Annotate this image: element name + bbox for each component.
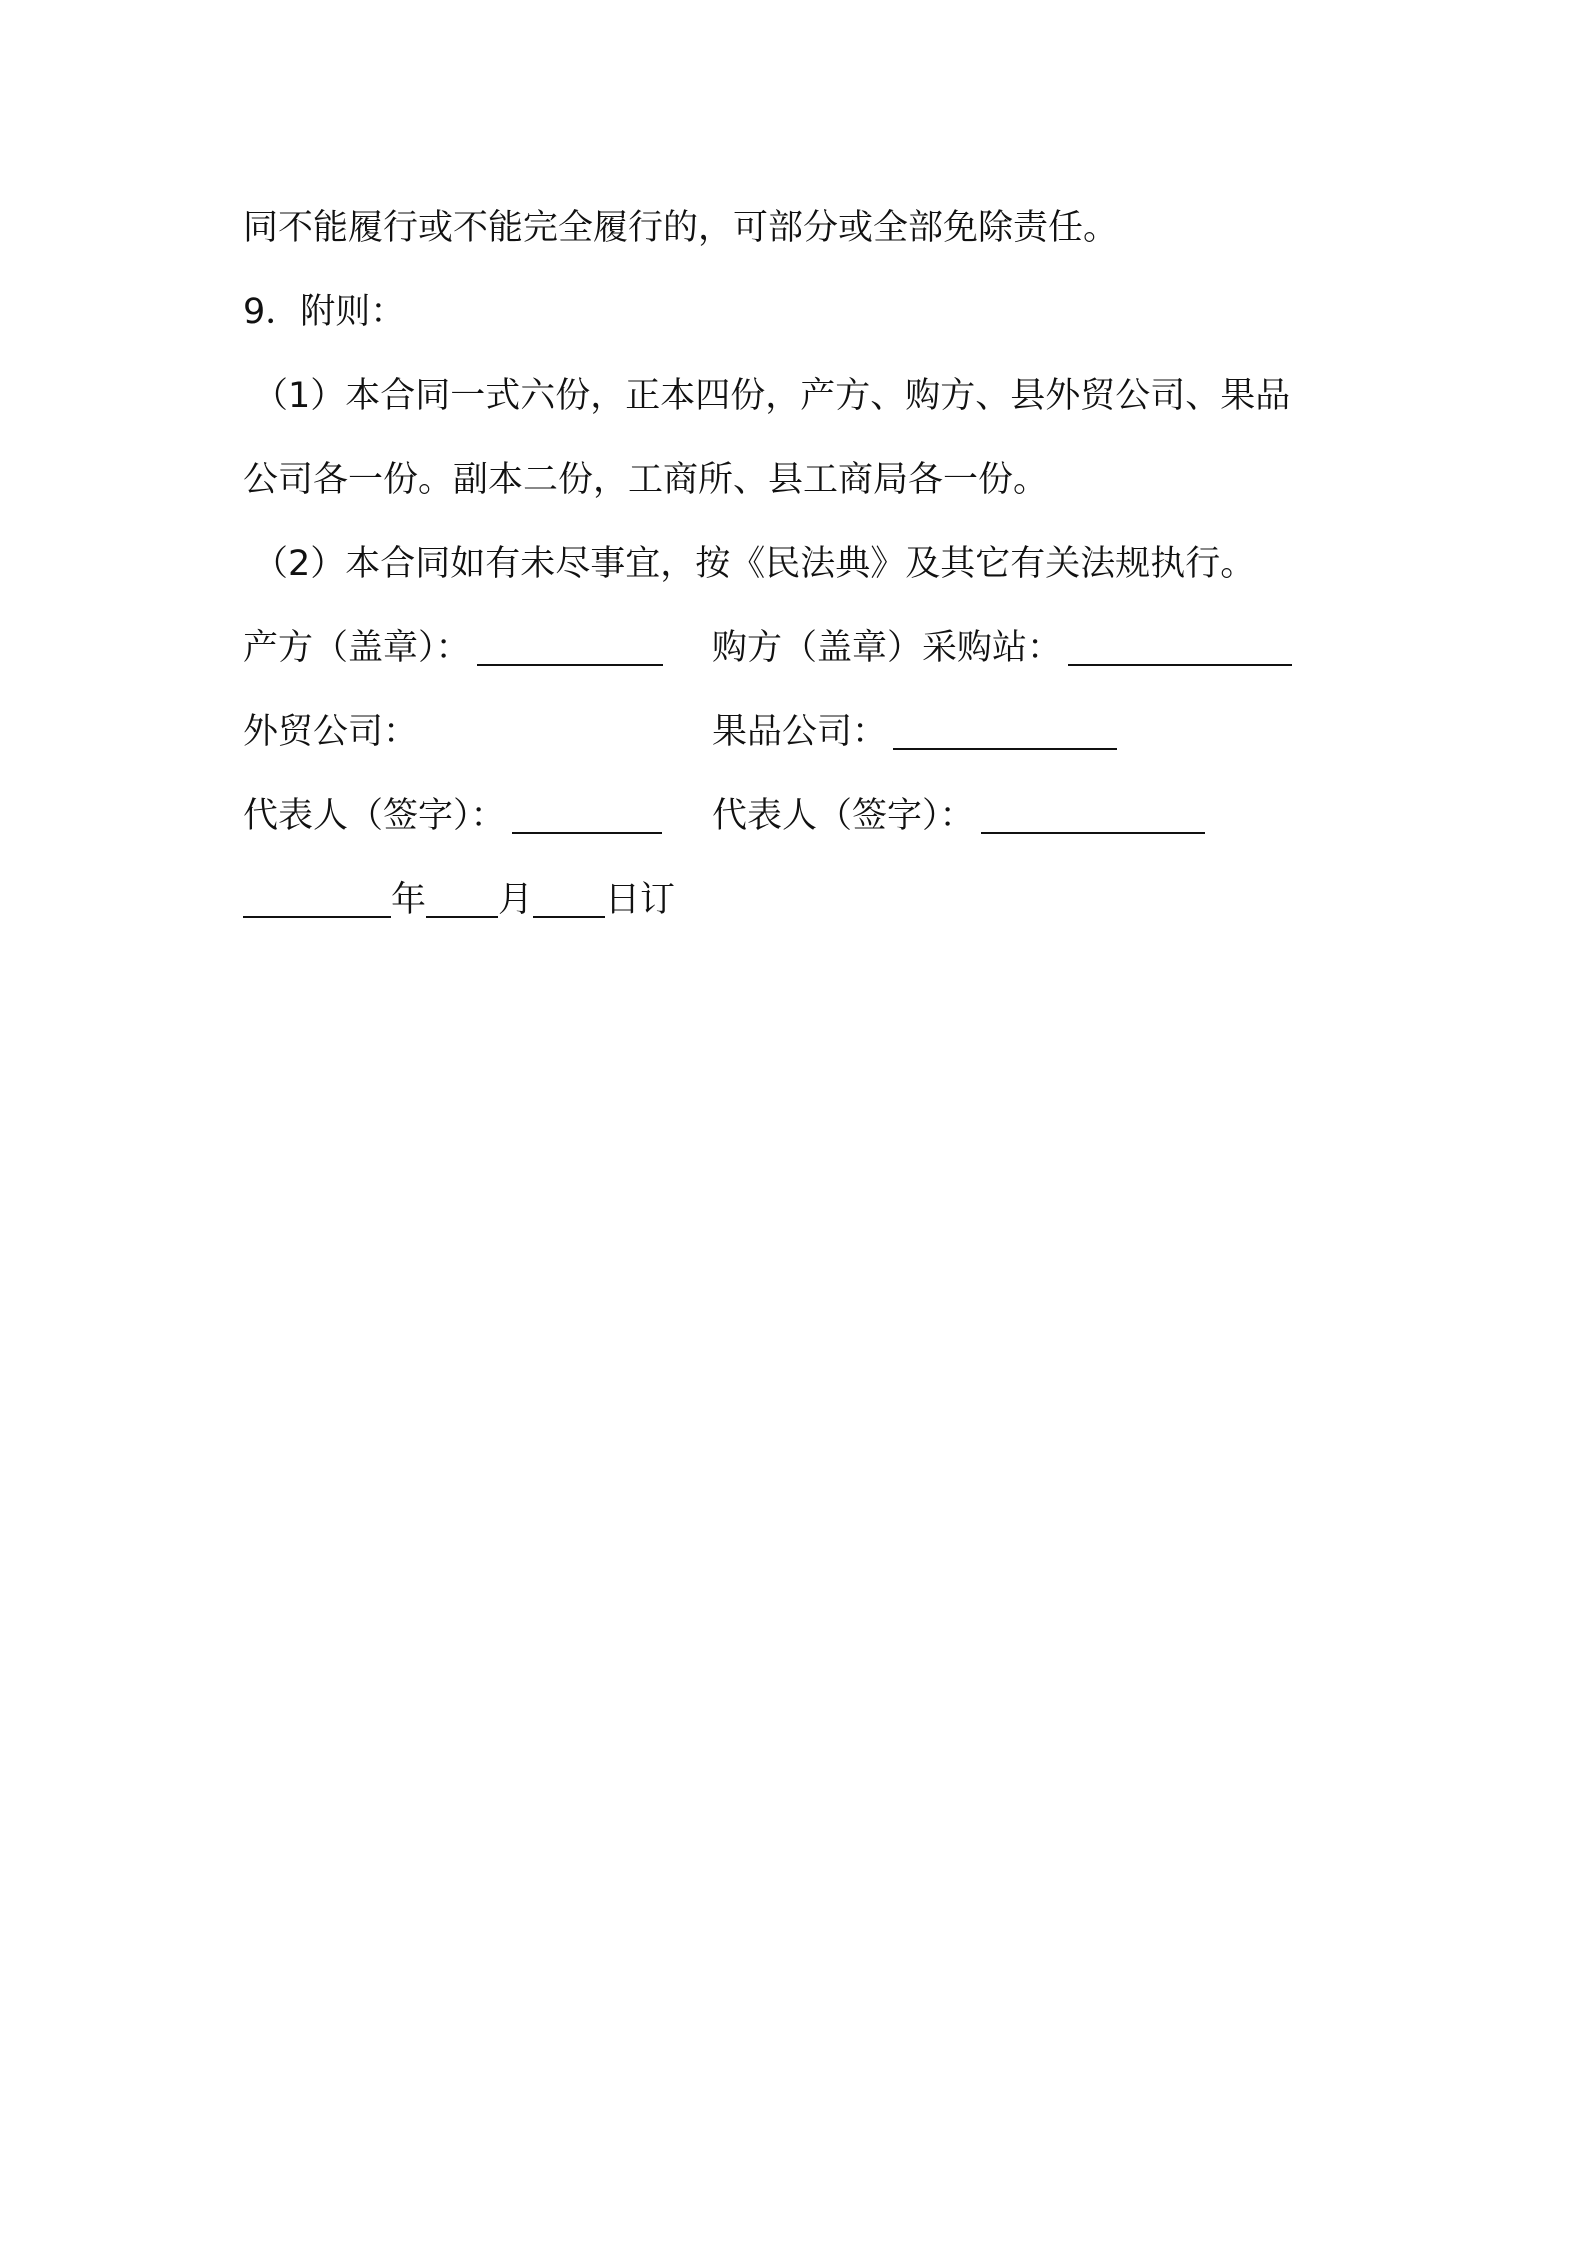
paragraph-continuation: 同不能履行或不能完全履行的，可部分或全部免除责任。 [243,208,1119,248]
date-line [243,876,675,924]
section-heading: 9．附则： [243,292,406,332]
rep-left-blank[interactable] [512,796,662,834]
foreign-trade-label: 外贸公司： [243,712,419,752]
clause-1-line-1: （1）本合同一式六份，正本四份，产方、购方、县外贸公司、果品 [253,376,1291,416]
fruit-company-label: 果品公司： [712,712,888,752]
fruit-company-blank[interactable] [893,712,1117,750]
rep-right-field [712,792,1205,840]
clause-2: （2）本合同如有未尽事宜，按《民法典》及其它有关法规执行。 [253,544,1256,584]
rep-right-label: 代表人（签字）： [712,796,975,836]
foreign-trade-field [243,708,418,756]
day-label: 日订 [605,880,676,920]
year-label: 年 [391,880,427,920]
month-label: 月 [498,880,534,920]
rep-left-label: 代表人（签字）： [243,796,506,836]
seller-label: 产方（盖章）： [243,628,471,668]
buyer-blank[interactable] [1068,628,1292,666]
rep-right-blank[interactable] [981,796,1205,834]
rep-left-field [243,792,662,840]
buyer-signature-field [712,624,1292,672]
seller-blank[interactable] [477,628,663,666]
seller-signature-field [243,624,663,672]
month-blank[interactable] [426,880,498,918]
year-blank[interactable] [243,880,391,918]
clause-1-line-2: 公司各一份。副本二份，工商所、县工商局各一份。 [243,460,1049,500]
fruit-company-field [712,708,1117,756]
buyer-label: 购方（盖章）采购站： [712,628,1063,668]
day-blank[interactable] [533,880,605,918]
